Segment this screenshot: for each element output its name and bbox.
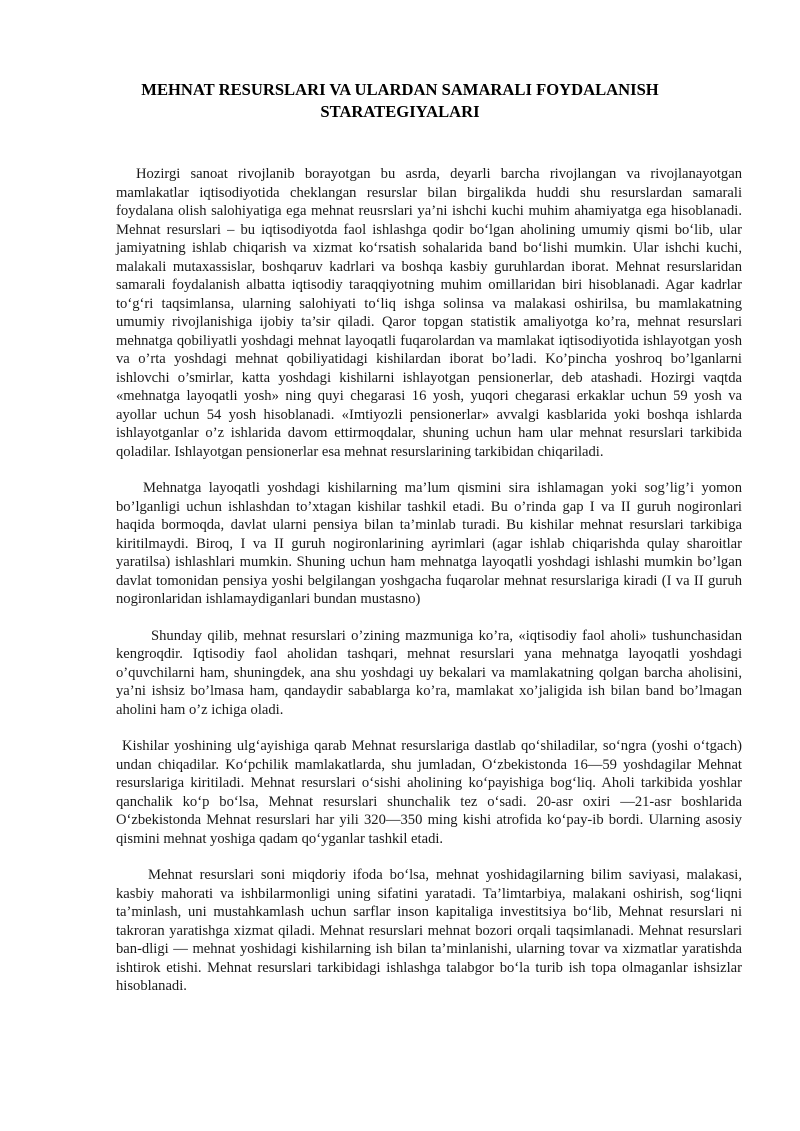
paragraph-5: Mehnat resurslari soni miqdoriy ifoda bo‘lsa, mehnat yoshidagilarning bilim saviyasi, malakasi, kasbiy mahorati va ishbilarmonligi uning sifatini yaratadi. Ta’limtarbiya, malakani oshirish, sog‘liqni ta’minlash, uni mustahkamlash uchun sarflar inson kapitaliga investitsiya bo‘lib, Mehnat resurslari ni takroran yaratishga xizmat qiladi. Mehnat resurslari mehnat bozori orqali taqsimlanadi. Mehnat resurslari ban-dligi — mehnat yoshidagi kishilarning ish bilan ta’minlanishi, ularning tovar va xizmatlar yaratishda ishtirok etishi. Mehnat resurslari tarkibidagi ishlashga talabgor bo‘la turib ish topa olmaganlar ishsizlar hisoblanadi. (116, 867, 742, 994)
paragraph-1: Hozirgi sanoat rivojlanib borayotgan bu asrda, deyarli barcha rivojlangan va rivojlanayotgan mamlakatlar iqtisodiyotida cheklangan resurslar bilan birgalikda huddi shu resurslardan samarali foydalana olish salohiyatiga ega mehnat reusrslari ya’ni ishchi kuchi muhim ahamiyatga ega hisoblanadi. Mehnat resurslari – bu iqtisodiyotda faol ishlashga qodir bo‘lgan aholining umumiy qismi bo‘lib, ular jamiyatning ishlab chiqarish va xizmat ko‘rsatish sohalarida band bo‘lishi mumkin. Ular ishchi kuchi, malakali mutaxassislar, boshqaruv kadrlari va boshqa kasbiy guruhlardan iborat. Mehnat resurslaridan samarali foydalanish albatta iqtisodiy taraqqiyotning muhim omillaridan biri hisoblanadi. Agar kadrlar to‘g‘ri taqsimlansa, ularning salohiyati to‘liq ishga solinsa va malakasi oshirilsa, bu mamlakatning umumiy rivojlanishiga ijobiy ta’sir qiladi. Qaror topgan statistik amaliyotga ko’ra, mehnat resurslari mehnatga qobiliyatli yoshdagi mehnat layoqatli fuqarolardan va mamlakat iqtisodiyotida ishlayotgan yosh va o’rta yoshdagi mehnat qobiliyatidagi kishilardan iborat bo’ladi. Ko’pincha yoshroq bo’lganlarni ishlovchi o’smirlar, katta yoshdagi kishilarni ishlayotgan pensionerlar, deb atashadi. Hozirgi vaqtda «mehnatga layoqatli yosh» ning quyi chegarasi 16 yosh, yuqori chegarasi erkaklar uchun 59 yosh va ayollar uchun 54 yosh hisoblanadi. «Imtiyozli pensionerlar» avvalgi kasblarida yoki boshqa ishlarda ishlayotganlar o’z ishlarida davom ettirmoqdalar, shuning uchun ham ular mehnat resurslari tarkibida qoladilar. Ishlayotgan pensionerlar esa mehnat resurslarining tarkibidan chiqariladi. (116, 166, 742, 460)
paragraph-3: Shunday qilib, mehnat resurslari o’zining mazmuniga ko’ra, «iqtisodiy faol aholi» tushunchasidan kengroqdir. Iqtisodiy faol aholidan tashqari, mehnat resurslari yana mehnatga layoqatli yoshdagi o’quvchilarni ham, shuningdek, ana shu yoshdagi uy bekalari va mamlakatning qolgan barcha aholisini, ya’ni ishsiz bo’lmasa ham, qandaydir sabablarga ko’ra, mamlakat xo’jaligida ish bilan band bo’lmagan aholini ham o’z ichiga oladi. (116, 627, 742, 718)
document-title: MEHNAT RESURSLARI VA ULARDAN SAMARALI FOYDALANISH STARATEGIYALARI (141, 80, 659, 121)
paragraph-4: Kishilar yoshining ulg‘ayishiga qarab Mehnat resurslariga dastlab qo‘shiladilar, so‘ngra (yoshi o‘tgach) undan chiqadilar. Ko‘pchilik mamlakatlarda, shu jumladan, O‘zbekistonda 16—59 yoshdagilar Mehnat resurslariga kiritiladi. Mehnat resurslari o‘sishi aholining ko‘payishiga bog‘liq. Aholi tarkibida yoshlar qanchalik ko‘p bo‘lsa, Mehnat resurslari shunchalik tez o‘sadi. 20-asr oxiri —21-asr boshlarida O‘zbekistonda Mehnat resurslari har yili 320—350 ming kishi atrofida ko‘pay-ib bordi. Ularning asosiy qismini mehnat yoshiga qadam qo‘yganlar tashkil etadi. (116, 738, 742, 847)
document-body (116, 165, 742, 1014)
paragraph-2: Mehnatga layoqatli yoshdagi kishilarning ma’lum qismini sira ishlamagan yoki sog’lig’i yomon bo’lganligi uchun ishlashdan to’xtagan kishilar tashkil etadi. Bu o’rinda gap I va II guruh nogironlari haqida bormoqda, davlat ularni pensiya bilan ta’minlab turadi. Bu kishilar mehnat resurslari tarkibiga kiritilmaydi. Biroq, I va II guruh nogironlarining ayrimlari (agar ishlab chiqarishda qulay sharoitlar yaratilsa) ishlashlari mumkin. Shuning uchun ham mehnatga layoqatli yoshdagi ishlashi mumkin bo’lgan davlat tomonidan pensiya yoshi belgilangan yoshgacha fuqarolar mehnat resurslariga kiradi (I va II guruh nogironlaridan ishlamaydiganlari bundan mustasno) (116, 480, 742, 607)
